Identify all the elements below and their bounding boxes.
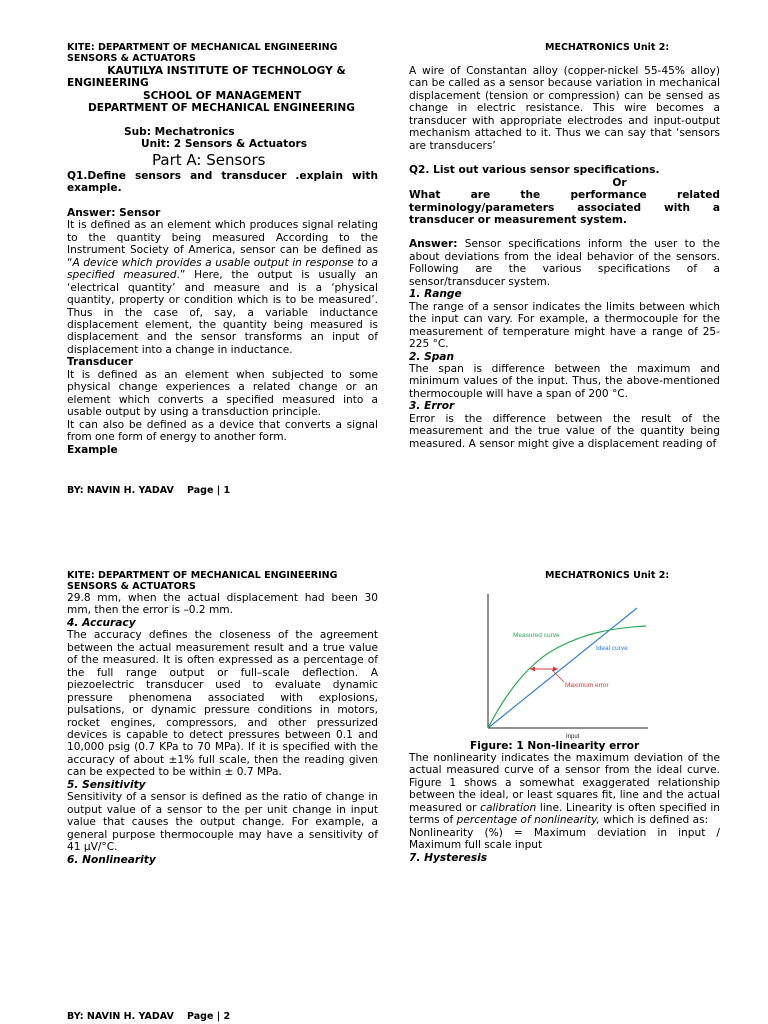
measured-curve-line [488,626,646,728]
institute-block [67,65,378,115]
department-name: DEPARTMENT OF MECHANICAL ENGINEERING [88,102,355,115]
left-column-1 [67,170,378,456]
figure-caption: Figure: 1 Non-linearity error [470,740,640,752]
nonlin-text-2: line. Linearity is often specified in terms of [409,801,720,827]
nonlin-percentage: percentage of nonlinearity, [456,814,600,827]
right-column-1 [409,65,720,450]
unit-title: Unit: 2 Sensors & Actuators [141,138,308,150]
left-column-2 [67,592,378,866]
sensitivity-text: Sensitivity of a sensor is defined as the ratio of change in output value of a sensor to the per unit change in input value that causes the output change. For example, a general purpose thermocouple may have a sensitivity of 41 µV/°C. [67,791,378,854]
question-2-alt: What are the performance related terminology/parameters associated with a transducer or measurement system. [409,189,720,226]
header-right: MECHATRONICS Unit 2: [545,570,670,581]
error-continued: 29.8 mm, when the actual displacement had been 30 mm, then the error is –0.2 mm. [67,592,378,617]
header-left: KITE: DEPARTMENT OF MECHANICAL ENGINEERING [67,42,338,53]
question-1: Q1.Define sensors and transducer .explain with example. [67,170,378,195]
answer-2-text: Sensor specifications inform the user to the about deviations from the ideal behavior of the sensors. Following are the various specifications of a sensor/transducer system. [409,238,720,288]
measured-curve-label: Measured curve [513,632,560,639]
error-heading: 3. Error [409,400,455,413]
sensitivity-heading: 5. Sensitivity [67,778,146,791]
input-axis-label: Input [566,734,580,740]
span-text: The span is difference between the maximum and minimum values of the input. Thus, the above-mentioned thermocouple will have a span of 200 °C. [409,362,720,400]
span-heading: 2. Span [409,350,454,363]
nonlinearity-heading: 6. Nonlinearity [67,853,156,866]
range-text: The range of a sensor indicates the limits between which the input can vary. For example, a thermocouple for the measurement of temperature might have a range of 25-225 °C. [409,300,720,351]
sensor-def-text-2: .” Here, the output is usually an ‘electrical quantity’ and measure and is a ‘physical quantity, property or condition which is to be measured’. Thus in the case of, say, a variable inductance displacement element, the quantity being measured is displacement and the sensor transforms an input of displacement into a change in inductance. [67,269,378,356]
institute-name: KAUTILYA INSTITUTE OF TECHNOLOGY & [107,65,346,77]
part-title: Part A: Sensors [152,151,266,169]
transducer-definition: It is defined as an element when subjected to some physical change experiences a related change or an element which converts a specified measured into a usable output by using a transduction principle. [67,368,378,419]
institute-name-2: ENGINEERING [67,77,149,90]
nonlin-text-1: The nonlinearity indicates the maximum deviation of the actual measured curve of a sensor from the ideal curve. Figure 1 shows a somewhat exaggerated relationship between the ideal, or least squares fit, line and the actual measured or [409,752,720,814]
ideal-curve-label: Ideal curve [596,645,628,652]
range-heading: 1. Range [409,288,462,301]
arrow-right-icon [553,667,558,672]
nonlinearity-plot [480,590,650,740]
example-label: Example [67,443,118,456]
or-text: Or [612,176,627,189]
answer-2-label: Answer: [409,238,458,251]
right-column-2 [409,752,720,864]
answer-label: Answer: Sensor [67,206,161,219]
header-left: KITE: DEPARTMENT OF MECHANICAL ENGINEERING [67,570,338,581]
header-sub: SENSORS & ACTUATORS [67,53,196,64]
accuracy-text: The accuracy defines the closeness of the agreement between the actual measurement result and a true value of the measured. It is often expressed as a percentage of the full range output or full–scale deflection. A piezoelectric transducer used to evaluate dynamic pressure phenomena associated with explosions, pulsations, or dynamic pressure conditions in motors, rocket engines, compressors, and other pressurized devices is capable to detect pressures between 0.1 and 10,000 psig (0.7 KPa to 70 MPa). If it is specified with the accuracy of about ±1% full scale, then the reading given can be expected to be within ± 0.7 MPa. [67,629,378,779]
sensor-def-text-1: It is defined as an element which produces signal relating to the quantity being measured According to the Instrument Society of America, sensor can be defined as “ [67,219,378,269]
accuracy-heading: 4. Accuracy [67,616,136,629]
nonlinearity-formula: Nonlinearity (%) = Maximum deviation in input / Maximum full scale input [409,826,720,852]
ideal-curve-line [488,608,637,728]
header-sub: SENSORS & ACTUATORS [67,581,196,592]
transducer-definition-2: It can also be defined as a device that converts a signal from one form of energy to another form. [67,418,378,444]
sensor-definition [67,219,378,356]
school-name: SCHOOL OF MANAGEMENT [143,89,302,102]
hysteresis-heading: 7. Hysteresis [409,851,488,864]
footer-page-2: BY: NAVIN H. YADAV Page | 2 [67,1011,231,1022]
question-2: Q2. List out various sensor specifications. [409,164,660,177]
header-right: MECHATRONICS Unit 2: [545,42,670,53]
sensor-def-quote: A device which provides a usable output in response to a specified measured [67,256,378,282]
subject: Sub: Mechatronics [124,126,235,138]
footer-page-1: BY: NAVIN H. YADAV Page | 1 [67,485,231,496]
nonlin-text-3: which is defined as: [599,814,709,827]
max-error-label: Maximum error [565,682,609,689]
error-text: Error is the difference between the result of the measurement and the true value of the quantity being measured. A sensor might give a displacement reading of [409,412,720,450]
answer-2 [409,238,720,288]
nonlinearity-figure [480,590,650,740]
transducer-label: Transducer [67,356,134,369]
nonlin-calibration: calibration [480,801,537,814]
constantan-example: A wire of Constantan alloy (copper-nickel 55-45% alloy) can be called as a sensor because variation in mechanical displacement (tension or compression) can be sensed as change in electric resistance. This wire becomes a transducer with appropriate electrodes and input-output mechanism attached to it. Thus we can say that ‘sensors are transducers’ [409,65,720,152]
nonlinearity-text [409,752,720,827]
